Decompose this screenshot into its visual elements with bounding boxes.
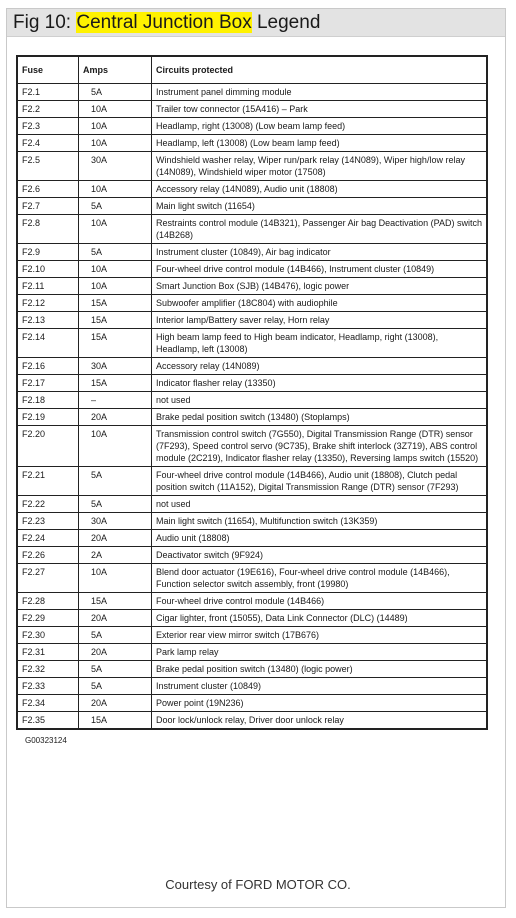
fuse-cell: F2.19 xyxy=(18,409,79,426)
amps-cell: 20A xyxy=(79,644,152,661)
amps-cell: 30A xyxy=(79,513,152,530)
fuse-cell: F2.29 xyxy=(18,610,79,627)
table-row xyxy=(18,661,487,678)
fuse-cell: F2.14 xyxy=(18,329,79,358)
amps-cell: 15A xyxy=(79,712,152,729)
amps-cell: 5A xyxy=(79,467,152,496)
circuits-cell: Accessory relay (14N089), Audio unit (18808) xyxy=(152,181,487,198)
fuse-cell: F2.10 xyxy=(18,261,79,278)
circuits-cell: Instrument panel dimming module xyxy=(152,84,487,101)
amps-cell: – xyxy=(79,392,152,409)
header-circuits: Circuits protected xyxy=(152,57,487,84)
amps-cell: 5A xyxy=(79,627,152,644)
fuse-cell: F2.13 xyxy=(18,312,79,329)
title-prefix: Fig 10: xyxy=(13,12,77,33)
fuse-cell: F2.20 xyxy=(18,426,79,467)
table-row xyxy=(18,712,487,729)
table-row xyxy=(18,409,487,426)
table-row xyxy=(18,198,487,215)
table-row xyxy=(18,426,487,467)
fuse-cell: F2.23 xyxy=(18,513,79,530)
figure-title xyxy=(7,9,505,37)
courtesy-credit: Courtesy of FORD MOTOR CO. xyxy=(165,877,351,892)
amps-cell: 15A xyxy=(79,375,152,392)
circuits-cell: Door lock/unlock relay, Driver door unlock relay xyxy=(152,712,487,729)
table-row xyxy=(18,530,487,547)
table-header-row xyxy=(18,57,487,84)
circuits-cell: Headlamp, right (13008) (Low beam lamp feed) xyxy=(152,118,487,135)
table-row xyxy=(18,547,487,564)
circuits-cell: Headlamp, left (13008) (Low beam lamp feed) xyxy=(152,135,487,152)
amps-cell: 20A xyxy=(79,530,152,547)
fuse-cell: F2.33 xyxy=(18,678,79,695)
circuits-cell: Trailer tow connector (15A416) – Park xyxy=(152,101,487,118)
circuits-cell: Transmission control switch (7G550), Digital Transmission Range (DTR) sensor (7F293), Speed control servo (9C735), Brake shift interlock (3Z719), ABS control module (2C219), Indicator flasher relay (13350), Reversing lamps switch (15520) xyxy=(152,426,487,467)
table-row xyxy=(18,215,487,244)
circuits-cell: Deactivator switch (9F924) xyxy=(152,547,487,564)
table-row xyxy=(18,678,487,695)
amps-cell: 10A xyxy=(79,564,152,593)
title-highlight: Central Junction Box xyxy=(76,12,252,33)
fuse-cell: F2.34 xyxy=(18,695,79,712)
circuits-cell: Instrument cluster (10849), Air bag indicator xyxy=(152,244,487,261)
fuse-cell: F2.2 xyxy=(18,101,79,118)
fuse-cell: F2.7 xyxy=(18,198,79,215)
title-suffix: Legend xyxy=(251,12,321,33)
table-row xyxy=(18,610,487,627)
circuits-cell: Exterior rear view mirror switch (17B676) xyxy=(152,627,487,644)
circuits-cell: Four-wheel drive control module (14B466) xyxy=(152,593,487,610)
amps-cell: 20A xyxy=(79,695,152,712)
amps-cell: 5A xyxy=(79,198,152,215)
fuse-cell: F2.31 xyxy=(18,644,79,661)
table-row xyxy=(18,375,487,392)
fuse-cell: F2.26 xyxy=(18,547,79,564)
circuits-cell: Park lamp relay xyxy=(152,644,487,661)
amps-cell: 15A xyxy=(79,295,152,312)
circuits-cell: Indicator flasher relay (13350) xyxy=(152,375,487,392)
fuse-cell: F2.21 xyxy=(18,467,79,496)
table-row xyxy=(18,496,487,513)
table-row xyxy=(18,467,487,496)
table-row xyxy=(18,593,487,610)
table-row xyxy=(18,181,487,198)
circuits-cell: Brake pedal position switch (13480) (logic power) xyxy=(152,661,487,678)
amps-cell: 5A xyxy=(79,678,152,695)
amps-cell: 15A xyxy=(79,329,152,358)
amps-cell: 15A xyxy=(79,593,152,610)
table-row xyxy=(18,278,487,295)
fuse-cell: F2.11 xyxy=(18,278,79,295)
circuits-cell: Four-wheel drive control module (14B466), Instrument cluster (10849) xyxy=(152,261,487,278)
fuse-cell: F2.30 xyxy=(18,627,79,644)
circuits-cell: Cigar lighter, front (15055), Data Link Connector (DLC) (14489) xyxy=(152,610,487,627)
fuse-cell: F2.9 xyxy=(18,244,79,261)
circuits-cell: Audio unit (18808) xyxy=(152,530,487,547)
table-row xyxy=(18,261,487,278)
circuits-cell: Main light switch (11654) xyxy=(152,198,487,215)
amps-cell: 2A xyxy=(79,547,152,564)
table-row xyxy=(18,358,487,375)
fuse-cell: F2.5 xyxy=(18,152,79,181)
circuits-cell: Instrument cluster (10849) xyxy=(152,678,487,695)
table-row xyxy=(18,244,487,261)
table-row xyxy=(18,101,487,118)
header-fuse: Fuse xyxy=(18,57,79,84)
circuits-cell: not used xyxy=(152,392,487,409)
fuse-cell: F2.6 xyxy=(18,181,79,198)
amps-cell: 5A xyxy=(79,661,152,678)
table-row xyxy=(18,644,487,661)
fuse-cell: F2.28 xyxy=(18,593,79,610)
amps-cell: 5A xyxy=(79,496,152,513)
circuits-cell: Four-wheel drive control module (14B466), Audio unit (18808), Clutch pedal position switch (11A152), Digital Transmission Range (DTR) sensor (7F293) xyxy=(152,467,487,496)
amps-cell: 10A xyxy=(79,215,152,244)
fuse-cell: F2.4 xyxy=(18,135,79,152)
fuse-legend-table xyxy=(16,55,488,730)
circuits-cell: Restraints control module (14B321), Passenger Air bag Deactivation (PAD) switch (14B268) xyxy=(152,215,487,244)
fuse-cell: F2.18 xyxy=(18,392,79,409)
circuits-cell: Blend door actuator (19E616), Four-wheel drive control module (14B466), Function selector switch assembly, front (19980) xyxy=(152,564,487,593)
amps-cell: 30A xyxy=(79,152,152,181)
table-body xyxy=(18,84,487,729)
circuits-cell: Interior lamp/Battery saver relay, Horn relay xyxy=(152,312,487,329)
table-row xyxy=(18,627,487,644)
fuse-cell: F2.35 xyxy=(18,712,79,729)
fuse-cell: F2.27 xyxy=(18,564,79,593)
circuits-cell: Subwoofer amplifier (18C804) with audiophile xyxy=(152,295,487,312)
fuse-cell: F2.1 xyxy=(18,84,79,101)
amps-cell: 10A xyxy=(79,135,152,152)
table-row xyxy=(18,152,487,181)
circuits-cell: Windshield washer relay, Wiper run/park relay (14N089), Wiper high/low relay (14N089), Windshield wiper motor (17508) xyxy=(152,152,487,181)
table-row xyxy=(18,84,487,101)
table-row xyxy=(18,392,487,409)
circuits-cell: Main light switch (11654), Multifunction switch (13K359) xyxy=(152,513,487,530)
table-row xyxy=(18,135,487,152)
circuits-cell: Brake pedal position switch (13480) (Stoplamps) xyxy=(152,409,487,426)
circuits-cell: Accessory relay (14N089) xyxy=(152,358,487,375)
table-row xyxy=(18,312,487,329)
amps-cell: 15A xyxy=(79,312,152,329)
table-row xyxy=(18,295,487,312)
amps-cell: 10A xyxy=(79,181,152,198)
figure-code: G00323124 xyxy=(25,736,67,745)
amps-cell: 20A xyxy=(79,409,152,426)
fuse-cell: F2.3 xyxy=(18,118,79,135)
fuse-cell: F2.32 xyxy=(18,661,79,678)
amps-cell: 20A xyxy=(79,610,152,627)
fuse-cell: F2.22 xyxy=(18,496,79,513)
circuits-cell: not used xyxy=(152,496,487,513)
fuse-cell: F2.17 xyxy=(18,375,79,392)
circuits-cell: Power point (19N236) xyxy=(152,695,487,712)
fuse-cell: F2.16 xyxy=(18,358,79,375)
table-row xyxy=(18,695,487,712)
table-row xyxy=(18,118,487,135)
table-row xyxy=(18,329,487,358)
amps-cell: 30A xyxy=(79,358,152,375)
fuse-cell: F2.8 xyxy=(18,215,79,244)
fuse-cell: F2.12 xyxy=(18,295,79,312)
amps-cell: 10A xyxy=(79,278,152,295)
amps-cell: 5A xyxy=(79,244,152,261)
amps-cell: 5A xyxy=(79,84,152,101)
amps-cell: 10A xyxy=(79,101,152,118)
circuits-cell: High beam lamp feed to High beam indicator, Headlamp, right (13008), Headlamp, left (13008) xyxy=(152,329,487,358)
fuse-cell: F2.24 xyxy=(18,530,79,547)
table-row xyxy=(18,564,487,593)
amps-cell: 10A xyxy=(79,426,152,467)
table-row xyxy=(18,513,487,530)
amps-cell: 10A xyxy=(79,261,152,278)
circuits-cell: Smart Junction Box (SJB) (14B476), logic power xyxy=(152,278,487,295)
header-amps: Amps xyxy=(79,57,152,84)
amps-cell: 10A xyxy=(79,118,152,135)
